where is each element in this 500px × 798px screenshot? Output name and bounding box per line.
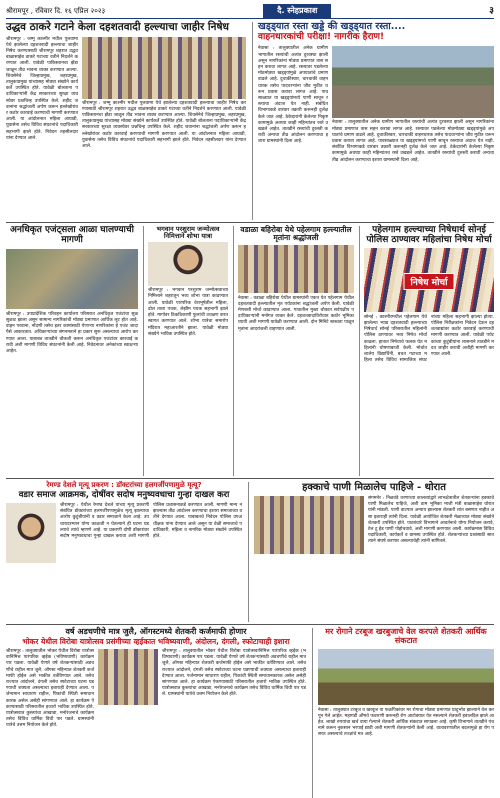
masthead bbox=[6, 4, 494, 19]
story-body: श्रीरामपूर : उपप्रादेशिक परिवहन कार्यालय परिसरात अनधिकृत एजंटांचा सुळसुळाट झाला असून सामान्य नागरिकांची मोठ्या प्रमाणात आर्थिक लूट होत आहे. वाहन परवाना, नोंदणी तसेच इतर कामांसाठी येणाऱ्या नागरिकांना हे एजंट जादा पैसे आकारतात. अधिकाऱ्यांच्या संगनमताने हा प्रकार सुरू असल्याचा आरोप करण्यात आला. याबाबत तातडीने चौकशी करून अनधिकृत एजंटांवर कारवाई करावी अशी मागणी विविध संघटनांनी केली आहे. निवेदनावर अनेकांच्या स्वाक्षऱ्या आहेत. bbox=[6, 311, 140, 354]
story-subhead: भोकर येथील विरोबा यात्रोत्सव प्रसंगीच्या व्हईकात भविष्यवाणी, अंदोलन, दंगली, स्फोटाचाही इशारा bbox=[22, 636, 290, 646]
story-headline: उद्धव ठाकरे गटाने केला दहशतवादी हल्ल्याचा जाहीर निषेध bbox=[6, 21, 230, 33]
road-photo bbox=[332, 46, 494, 118]
story-headline: रेमण्ड देशले मृत्यू प्रकरण : डॉक्टरांच्या हलगर्जीपणामुळे मृत्यू? bbox=[46, 481, 202, 489]
meeting-photo bbox=[254, 496, 364, 554]
morcha-photo bbox=[364, 248, 494, 312]
masthead-paper-name: दै. स्नेहप्रकाश bbox=[263, 4, 331, 18]
agents-photo bbox=[6, 249, 138, 309]
story-body: श्रीरामपूर : भगवान परशुराम जन्मोत्सवाच्या निमित्ताने शहरातून भव्य शोभा यात्रा काढण्यात आली. यावेळी पारंपरिक वेशभूषेतील महिला, ढोल ताशा पथक, लेझीम पथक सहभागी झाले होते. मार्गावर ठिकठिकाणी फुलांची उधळण करत स्वागत करण्यात आले. शोभा यात्रेचा समारोप मंदिरात महाआरतीने झाला. यावेळी मोठ्या संख्येने भाविक उपस्थित होते. bbox=[148, 288, 230, 337]
story-body: सोनई : काश्मीरमधील पहेलगाम येथे झालेल्या भ्याड दहशतवादी हल्ल्याच्या निषेधार्थ सोनई परिसरातील महिलांनी पोलिस ठाण्यावर भव्य निषेध मोर्चा काढला. हातात निषेधाचे फलक घेत महिलांनी घोषणाबाजी केली. मोर्चात शालेय विद्यार्थिनी, बचत गटाच्या महिला तसेच विविध सामाजिक संघटनांच्या महिला सहभागी झाल्या होत्या. पोलिस निरीक्षकांना निवेदन देऊन दहशतवाद्यांवर कठोर कारवाई करण्याची मागणी करण्यात आली. यावेळी पर्यटकांच्या कुटुंबीयांना शासनाने तातडीने मदत जाहीर करावी अशीही मागणी करण्यात आली. bbox=[364, 314, 496, 364]
story-body-continued: श्रीरामपूर : जम्मू काश्मीर मधील पुलवामा येथे झालेल्या दहशतवादी हल्ल्याचा जाहीर निषेध करण्यासाठी श्रीरामपूर शहरात उद्धव बाळासाहेब ठाकरे गटाच्या वतीने निदर्शने करण्यात आली. यावेळी पाकिस्तानचा झेंडा जाळून तीव्र भावना व्यक्त करण्यात आल्या. शिवसेनेचे जिल्हाप्रमुख, शहरप्रमुख, तालुकाप्रमुख यांच्यासह मोठ्या संख्येने कार्यकर्ते उपस्थित होते. यावेळी बोलताना पदाधिकाऱ्यांनी केंद्र सरकारच्या सुरक्षा व्यवस्थेवर प्रश्नचिन्ह उपस्थित केले. शहीद जवानांना श्रद्धांजली अर्पण करून हल्लेखोरांवर कठोर कारवाई करण्याची मागणी करण्यात आली. या आंदोलनात महिला आघाडी, युवासेना तसेच विविध संघटनांचे पदाधिकारी सहभागी झाले होते. निवेदन तहसीलदार यांना देण्यात आले. bbox=[82, 100, 248, 149]
story-headline: मर रोगाने टरबूज खरबुजाचे वेल करपले शेतकरी आर्थिक संकटात bbox=[325, 627, 487, 645]
story-body: श्रीरामपूर : तालुक्यातील भोकर येथील विरोबा यात्रोत्सवानिमित्त पारंपरिक व्हईक (भविष्यवाणी) कार्यक्रम पार पडला. यावेळी येणारे वर्ष शेतकऱ्यांसाठी अडचणीचे राहील मात्र जुलै, ऑगस्ट महिन्यात शेतकरी कर्जमाफी होईल असे भाकीत वर्तविण्यात आले. तसेच राज्यात आंदोलने, दंगली तसेच स्फोटाच्या घटना घडण्याची शक्यता असल्याचा इशाराही देण्यात आला. पर्जन्यमान साधारण राहील, पिकांची स्थिती समाधानकारक असेल असेही सांगण्यात आले. हा कार्यक्रम ऐकण्यासाठी परिसरातील हजारो भाविक उपस्थित होते. यात्रोत्सवात कुस्त्यांचा आखाडा, मनोरंजनाचे कार्यक्रम तसेच विविध धार्मिक विधी पार पडले. ग्रामस्थांनी यात्रेचे उत्तम नियोजन केले होते. bbox=[6, 649, 96, 729]
deshle-photo bbox=[6, 503, 56, 563]
story-subhead: वाहनधारकांची परीक्षा! नागरीक हैराण! bbox=[258, 32, 385, 43]
story-potholes bbox=[252, 22, 494, 220]
story-body: श्रीरामपूर : येथील रेमण्ड देशले यांच्या मृत्यू प्रकरणी संबंधित डॉक्टरांच्या हलगर्जीपणामुळेच मृत्यू झाल्याचा आरोप कुटुंबीयांनी व वडार समाजाने केला आहे. उपचारादरम्यान योग्य काळजी न घेतल्याने ही घटना घडल्याचे त्यांचे म्हणणे आहे. या प्रकरणी दोषी डॉक्टरांवर सदोष मनुष्यवधाचा गुन्हा दाखल करावा अशी मागणी पोलिस प्रशासनाकडे करण्यात आली. मागणी मान्य न झाल्यास तीव्र आंदोलन करण्याचा इशारा समाजाच्या वतीने देण्यात आला. याबाबतचे निवेदन पोलिस उपअधीक्षक यांना देण्यात आले असून या वेळी समाजाचे पदाधिकारी, महिला व नागरिक मोठ्या संख्येने उपस्थित होते. bbox=[60, 503, 244, 540]
protest-photo bbox=[82, 37, 246, 99]
story-headline: पहेलगाम हल्ल्याच्या निषेधार्थ सोनई पोलिस ठाण्यावर महिलांचा निषेध मोर्चा bbox=[366, 225, 492, 245]
story-uddhav bbox=[6, 22, 246, 220]
story-headline: हक्काचे पाणी मिळालेच पाहिजे - थोरात bbox=[302, 482, 446, 493]
story-body-continued: श्रीरामपूर : तालुक्यातील भोकर येथील विरोबा यात्रोत्सवानिमित्त पारंपरिक व्हईक (भविष्यवाणी) कार्यक्रम पार पडला. यावेळी येणारे वर्ष शेतकऱ्यांसाठी अडचणीचे राहील मात्र जुलै, ऑगस्ट महिन्यात शेतकरी कर्जमाफी होईल असे भाकीत वर्तविण्यात आले. तसेच राज्यात आंदोलने, दंगली तसेच स्फोटाच्या घटना घडण्याची शक्यता असल्याचा इशाराही देण्यात आला. पर्जन्यमान साधारण राहील, पिकांची स्थिती समाधानकारक असेल असेही सांगण्यात आले. हा कार्यक्रम ऐकण्यासाठी परिसरातील हजारो भाविक उपस्थित होते. यात्रोत्सवात कुस्त्यांचा आखाडा, मनोरंजनाचे कार्यक्रम तसेच विविध धार्मिक विधी पार पडले. ग्रामस्थांनी यात्रेचे उत्तम नियोजन केले होते. bbox=[162, 649, 308, 698]
story-body: नेवासा : तालुक्यातील अनेक ग्रामीण भागातील रस्त्यांची अत्यंत दुरवस्था झाली असून नागरिकांना मोठ्या प्रमाणात त्रास सहन करावा लागत आहे. रस्त्यावर पडलेल्या मोठमोठ्या खड्ड्यांमुळे अपघातांचे प्रमाण वाढले आहे. दुचाकीस्वार, चारचाकी वाहनधारक तसेच पादचाऱ्यांना जीव मुठीत धरून प्रवास करावा लागत आहे. पावसाळ्यात या खड्ड्यांमध्ये पाणी साचून रस्त्याचा अंदाज येत नाही. संबंधित विभागाकडे वारंवार तक्रारी करूनही दुर्लक्ष केले जात आहे. ठेकेदारांनी केलेल्या निकृष्ट कामामुळे अवघ्या काही महिन्यांतच रस्ते उखडले आहेत. तातडीने रस्त्यांची दुरुस्ती करावी अन्यथा तीव्र आंदोलन करण्याचा इशारा ग्रामस्थांनी दिला आहे. bbox=[258, 46, 330, 145]
story-thorat bbox=[248, 482, 494, 622]
page-number: ३ bbox=[489, 6, 494, 16]
story-agents bbox=[6, 226, 138, 476]
story-headline: अनधिकृत एजंट्सला आळा घालण्याची मागणी bbox=[10, 225, 134, 245]
story-body: श्रीरामपूर : जम्मू काश्मीर मधील पुलवामा येथे झालेल्या दहशतवादी हल्ल्याचा जाहीर निषेध करण्यासाठी श्रीरामपूर शहरात उद्धव बाळासाहेब ठाकरे गटाच्या वतीने निदर्शने करण्यात आली. यावेळी पाकिस्तानचा झेंडा जाळून तीव्र भावना व्यक्त करण्यात आल्या. शिवसेनेचे जिल्हाप्रमुख, शहरप्रमुख, तालुकाप्रमुख यांच्यासह मोठ्या संख्येने कार्यकर्ते उपस्थित होते. यावेळी बोलताना पदाधिकाऱ्यांनी केंद्र सरकारच्या सुरक्षा व्यवस्थेवर प्रश्नचिन्ह उपस्थित केले. शहीद जवानांना श्रद्धांजली अर्पण करून हल्लेखोरांवर कठोर कारवाई करण्याची मागणी करण्यात आली. या आंदोलनात महिला आघाडी, युवासेना तसेच विविध संघटनांचे पदाधिकारी सहभागी झाले होते. निवेदन तहसीलदार यांना देण्यात आले. bbox=[6, 36, 80, 141]
story-watermelon bbox=[312, 628, 494, 798]
parshuram-photo bbox=[148, 242, 228, 286]
morcha-banner: निषेध मोर्चा bbox=[404, 273, 455, 290]
story-body: नेवासा : तालुक्यात टरबूज व खरबूज या फळपिकांवर मर रोगाचा मोठ्या प्रमाणात प्रादुर्भाव झाल्याने वेल करपून गेले आहेत. महागडी औषधे फवारणी करूनही रोग आटोक्यात येत नसल्याने शेतकरी हवालदिल झाले आहेत. लाखो रुपयांचा खर्च वाया गेल्याने शेतकरी आर्थिक संकटात सापडला आहे. कृषी विभागाने तातडीने पंचनामे करून नुकसान भरपाई द्यावी अशी मागणी शेतकऱ्यांनी केली आहे. वातावरणातील बदलामुळे हा रोग पसरत असल्याचे तज्ज्ञांचे मत आहे. bbox=[318, 707, 494, 738]
field-photo bbox=[318, 649, 494, 705]
story-headline: भगवान परशुराम जन्मोत्सव निमित्ताने शोभा यात्रा bbox=[156, 225, 220, 241]
masthead-date: श्रीरामपूर , रविवार दि. १६ एप्रिल २०२३ bbox=[6, 7, 106, 15]
story-headline: वर्ष अडचणीचे मात्र जुलै, ऑगस्टमध्ये शेतकरी कर्जमाफी होणार bbox=[65, 627, 247, 636]
row-lower bbox=[6, 482, 494, 622]
row-top bbox=[6, 22, 494, 220]
story-body: नेवासा : वडाळा बहिरोबा येथील ग्रामस्थांनी एकत्र येत पहेलगाम येथील दहशतवादी हल्ल्यातील मृत पर्यटकांना श्रद्धांजली अर्पण केली. यावेळी मेणबत्ती मोर्चा काढण्यात आला. गावातील मुख्य चौकात सर्वपक्षीय पदाधिकाऱ्यांनी मनोगत व्यक्त केले. दहशतवादाविरोधात कठोर भूमिका घ्यावी अशी मागणी यावेळी करण्यात आली. दोन मिनिटे स्तब्धता पाळून मृतांना आदरांजली वाहण्यात आली. bbox=[238, 295, 356, 332]
story-headline: वडाळा बहिरोबा येथे पहेलगाम हल्ल्यातील मृतांना श्रद्धांजली bbox=[240, 225, 352, 243]
story-body: संगमनेर : निळवंडे धरणाच्या कालव्यांद्वारे लाभक्षेत्रातील शेतकऱ्यांना हक्काचे पाणी मिळालेच पाहिजे, अशी ठाम भूमिका माजी मंत्री बाळासाहेब थोरात यांनी मांडली. पाणी वाटपात अन्याय झाल्यास शेतकरी शांत बसणार नाहीत असा इशाराही त्यांनी दिला. यावेळी आयोजित शेतकरी मेळाव्यात मोठ्या संख्येने शेतकरी उपस्थित होते. पाटबंधारे विभागाने आवर्तनाचे योग्य नियोजन करावे, टेल टू हेड पाणी पोहोचवावे, अशी मागणी करण्यात आली. कार्यक्रमास विविध पदाधिकारी, कार्यकर्ते व ग्रामस्थ उपस्थित होते. शेतकऱ्यांच्या प्रश्नांसाठी सातत्याने संघर्ष करणार असल्याचेही त्यांनी सांगितले. bbox=[368, 496, 496, 545]
row-bottom bbox=[6, 628, 494, 798]
story-subhead: वडार समाज आक्रमक, दोषींवर सदोष मनुष्यवधाचा गुन्हा दाखल करा bbox=[18, 489, 230, 500]
story-bhokar bbox=[6, 628, 306, 798]
story-headline: खड्ड्यात रस्ता खड्डे की खड्ड्यात रस्ता.... bbox=[258, 21, 406, 32]
story-deshle bbox=[6, 482, 242, 622]
story-wadala bbox=[233, 226, 354, 476]
story-sonai-morcha bbox=[359, 226, 494, 476]
yatra-photo bbox=[98, 649, 158, 705]
tribute-photo bbox=[238, 245, 354, 293]
story-body-continued: नेवासा : तालुक्यातील अनेक ग्रामीण भागातील रस्त्यांची अत्यंत दुरवस्था झाली असून नागरिकांना मोठ्या प्रमाणात त्रास सहन करावा लागत आहे. रस्त्यावर पडलेल्या मोठमोठ्या खड्ड्यांमुळे अपघातांचे प्रमाण वाढले आहे. दुचाकीस्वार, चारचाकी वाहनधारक तसेच पादचाऱ्यांना जीव मुठीत धरून प्रवास करावा लागत आहे. पावसाळ्यात या खड्ड्यांमध्ये पाणी साचून रस्त्याचा अंदाज येत नाही. संबंधित विभागाकडे वारंवार तक्रारी करूनही दुर्लक्ष केले जात आहे. ठेकेदारांनी केलेल्या निकृष्ट कामामुळे अवघ्या काही महिन्यांतच रस्ते उखडले आहेत. तातडीने रस्त्यांची दुरुस्ती करावी अन्यथा तीव्र आंदोलन करण्याचा इशारा ग्रामस्थांनी दिला आहे. bbox=[332, 120, 496, 163]
story-parshuram bbox=[143, 226, 228, 476]
row-middle bbox=[6, 226, 494, 476]
